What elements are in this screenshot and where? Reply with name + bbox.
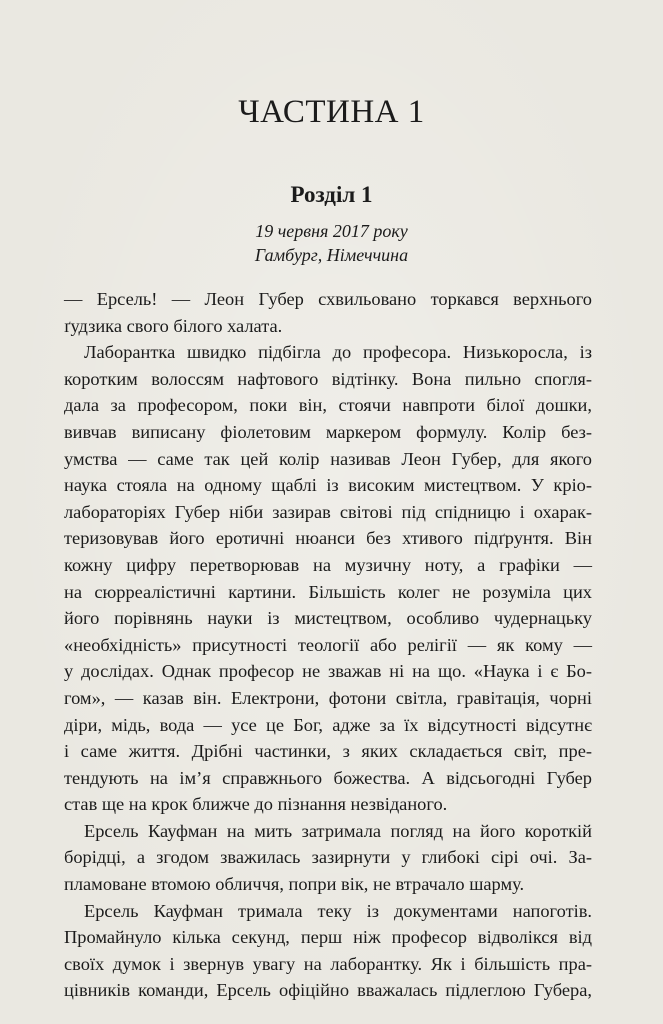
paragraph [64,898,592,1004]
text-line: лабораторіях Губер ніби зазирав світові під спідницю і охарак- [64,501,592,522]
text-line: вивчав виписану фіолетовим маркером формулу. Колір без- [64,421,592,442]
text-line: Промайнуло кілька секунд, перш ніж професор відволікся від [64,927,592,948]
text-line: діри, мідь, вода — усе це Бог, адже за їх відсутності відсутнє [64,714,592,735]
text-line: наука стояла на одному щаблі із високим мистецтвом. У кріо- [64,475,592,496]
text-line: Ерсель Кауфман на мить затримала погляд на його короткій [84,820,592,841]
text-line: став ще на крок ближче до пізнання незвіданого. [64,794,448,815]
text-line: у дослідах. Однак професор не зважав ні на що. «Наука і є Бо- [64,661,592,682]
text-line: Ерсель Кауфман тримала теку із документами напоготів. [84,900,592,921]
paragraph [64,286,592,339]
text-line: своїх думок і звернув увагу на лаборантку. Як і більшість пра- [64,953,592,974]
part-title: ЧАСТИНА 1 [238,94,425,130]
text-line: тендують на ім’я справжнього божества. А відсьогодні Губер [64,767,592,788]
text-line: на сюрреалістичні картини. Більшість колег не розуміла цих [64,581,592,602]
chapter-title: Розділ 1 [290,182,373,207]
text-line: пламоване втомою обличчя, попри вік, не втрачало шарму. [64,874,525,895]
text-line: і саме життя. Дрібні частинки, з яких складається світ, пре- [64,741,592,762]
chapter-placeline: Гамбург, Німеччина [254,245,409,265]
paragraph [64,339,592,818]
text-line: — Ерсель! — Леон Губер схвильовано торкався верхнього [64,289,592,309]
text-line: дала за професором, поки він, стоячи навпроти білої дошки, [64,395,592,416]
text-line: ґудзика свого білого халата. [64,315,283,336]
text-line: борідці, а згодом зважилась зазирнути у глибокі сірі очі. За- [64,847,592,868]
chapter-dateline: 19 червня 2017 року [255,221,408,241]
text-line: його порівнянь науки із мистецтвом, особливо чудернацьку [64,608,592,629]
text-line: гом», — казав він. Електрони, фотони світла, гравітація, чорні [64,687,592,708]
text-line: «необхідність» присутності теології або релігії — як кому — [64,634,592,655]
text-line: теризовував його еротичні нюанси без хтивого підґрунтя. Він [64,528,592,549]
text-line: умства — саме так цей колір називав Леон Губер, для якого [64,448,592,469]
text-line: кожну цифру перетворював на музичну ноту, а графіки — [64,554,592,575]
paragraph [64,818,592,898]
text-line: коротким волоссям нафтового відтінку. Вона пильно спогля- [64,368,592,389]
body-text [64,286,592,1004]
text-line: Лаборантка швидко підбігла до професора. Низькоросла, із [84,342,592,363]
text-line: цівників команди, Ерсель офіційно вважалась підлеглою Губера, [64,980,592,1001]
